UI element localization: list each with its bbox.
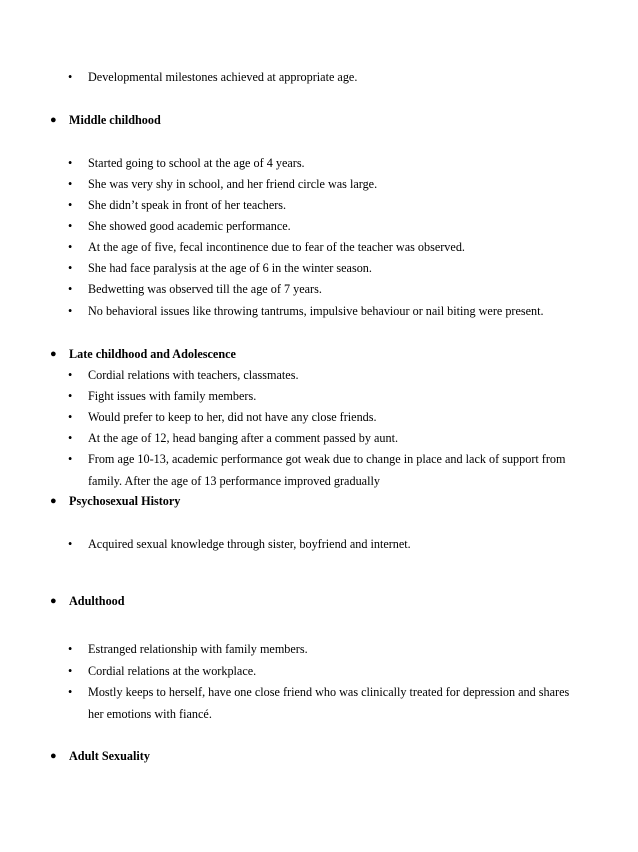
bullet-icon: • [68, 219, 73, 233]
list-item-text: At the age of 12, head banging after a comment passed by aunt. [88, 431, 399, 445]
bullet-icon: ● [50, 750, 57, 762]
list-item-text: Started going to school at the age of 4 years. [88, 156, 305, 170]
section-heading-text: Middle childhood [69, 113, 161, 127]
list-item-text: family. After the age of 13 performance improved gradually [88, 474, 380, 488]
bullet-icon: • [68, 240, 73, 254]
bullet-icon: • [68, 261, 73, 275]
bullet-icon: • [68, 177, 73, 191]
list-item-text: From age 10-13, academic performance got weak due to change in place and lack of support from [88, 452, 566, 466]
list-item-text: Fight issues with family members. [88, 389, 257, 403]
list-item-text: Cordial relations with teachers, classmates. [88, 368, 299, 382]
list-item-text: Cordial relations at the workplace. [88, 664, 257, 678]
bullet-icon: • [68, 156, 73, 170]
bullet-icon: • [68, 304, 73, 318]
list-item-text: She had face paralysis at the age of 6 in the winter season. [88, 261, 372, 275]
bullet-icon: • [68, 198, 73, 212]
bullet-icon: • [68, 410, 73, 424]
bullet-icon: • [68, 368, 73, 382]
list-item-text: At the age of five, fecal incontinence due to fear of the teacher was observed. [88, 240, 465, 254]
bullet-icon: • [68, 537, 73, 551]
list-item-text: Developmental milestones achieved at appropriate age. [88, 70, 358, 84]
list-item-text: Acquired sexual knowledge through sister, boyfriend and internet. [88, 537, 411, 551]
bullet-icon: ● [50, 495, 57, 507]
list-item-text: Estranged relationship with family members. [88, 642, 308, 656]
list-item-text: Mostly keeps to herself, have one close friend who was clinically treated for depression and shares [88, 685, 570, 699]
bullet-icon: • [68, 431, 73, 445]
section-heading-text: Adult Sexuality [69, 749, 150, 763]
section-heading-text: Psychosexual History [69, 494, 181, 508]
bullet-icon: • [68, 389, 73, 403]
list-item-text: She didn’t speak in front of her teachers. [88, 198, 287, 212]
list-item-text: No behavioral issues like throwing tantrums, impulsive behaviour or nail biting were present. [88, 304, 544, 318]
bullet-icon: ● [50, 348, 57, 360]
list-item-text: Bedwetting was observed till the age of 7 years. [88, 282, 322, 296]
bullet-icon: ● [50, 595, 57, 607]
section-heading-text: Adulthood [69, 594, 125, 608]
bullet-icon: • [68, 642, 73, 656]
bullet-icon: • [68, 685, 73, 699]
list-item-text: She showed good academic performance. [88, 219, 291, 233]
list-item-text: her emotions with fiancé. [88, 707, 212, 721]
bullet-icon: • [68, 282, 73, 296]
list-item-text: Would prefer to keep to her, did not have any close friends. [88, 410, 377, 424]
section-heading-text: Late childhood and Adolescence [69, 347, 236, 361]
bullet-icon: • [68, 452, 73, 466]
bullet-icon: • [68, 70, 73, 84]
list-item-text: She was very shy in school, and her friend circle was large. [88, 177, 378, 191]
bullet-icon: • [68, 664, 73, 678]
bullet-icon: ● [50, 114, 57, 126]
